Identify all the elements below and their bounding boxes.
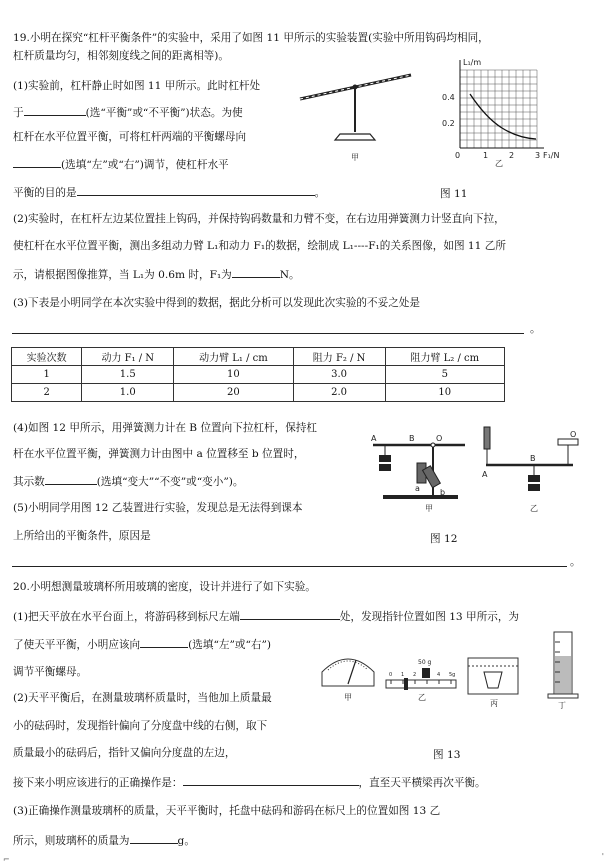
fig13-bing-beaker <box>468 658 518 708</box>
letter-o-yi: O <box>570 430 577 439</box>
q20-part2-line1: (2)天平平衡后，在测量玻璃杯质量时，当他加上质量最 <box>13 692 272 704</box>
q19-intro-line2: 杠杆质量均匀，相邻刻度线之间的距离相等)。 <box>13 50 230 62</box>
q19-part1-line1: (1)实验前，杠杆静止时如图 11 甲所示。此时杠杆处 <box>13 80 261 92</box>
table-header: 阻力 F₂ / N <box>293 348 385 366</box>
fig13-yi-scale <box>386 659 456 702</box>
weight-2 <box>379 464 391 471</box>
q19-part2-line1: (2)实验时，在杠杆左边某位置挂上钩码，并保持钩码数量和力臂不变，在右边用弹簧测力计竖直向下拉， <box>13 213 505 225</box>
q19-part4-line3 <box>13 473 243 489</box>
letter-b-yi: B <box>530 454 536 463</box>
q20-intro: 20.小明想测量玻璃杯所用玻璃的密度，设计并进行了如下实验。 <box>13 581 316 593</box>
graph-y-axis-label: L₁/m <box>463 58 482 67</box>
fig12-jia-label: 甲 <box>425 504 433 513</box>
pivot-block <box>558 439 578 445</box>
table-header: 阻力臂 L₂ / cm <box>385 348 504 366</box>
answer-blank-correct-operation[interactable] <box>183 774 359 786</box>
table-cell: 10 <box>385 384 504 402</box>
q19-intro-line1: 19.小明在探究“杠杆平衡条件”的实验中，采用了如图 11 甲所示的实验装置(实验中所用钩码均相同， <box>13 32 489 44</box>
graph-x-tick-1: 1 <box>483 151 489 160</box>
graph-y-tick-04: 0.4 <box>442 93 455 102</box>
pointer-needle <box>348 660 356 684</box>
fig11-jia-lever-illustration <box>295 62 420 172</box>
q20-part1-suffix: 处，发现指针位置如图 13 甲所示，为 <box>339 611 520 623</box>
fig12-jia-illustration <box>365 425 475 515</box>
q19-part1-line4 <box>13 156 229 172</box>
table-cell: 3.0 <box>293 366 385 384</box>
table-cell: 2 <box>12 384 82 402</box>
letter-o: O <box>436 434 443 443</box>
q20-part1-line1 <box>13 608 519 624</box>
q20-part2-prefix: 接下来小明应该进行的正确操作是： <box>13 777 183 789</box>
table-header: 动力臂 L₁ / cm <box>174 348 293 366</box>
weight-yi-2 <box>528 484 540 491</box>
q20-part2-line2: 小的砝码时，发现指针偏向了分度盘中线的右侧，取下 <box>13 720 268 732</box>
fig12-caption: 图 12 <box>430 533 458 545</box>
glass-cup <box>484 672 502 688</box>
letter-b-lower: b <box>440 488 446 497</box>
table-cell: 1.0 <box>82 384 174 402</box>
answer-blank-reason[interactable] <box>12 566 567 567</box>
graph-y-tick-02: 0.2 <box>442 119 455 128</box>
q19-part4-line1: (4)如图 12 甲所示，用弹簧测力计在 B 位置向下拉杠杆，保持杠 <box>13 422 317 434</box>
q19-part4-line2: 杆在水平位置平衡，弹簧测力计由图中 a 位置移至 b 位置时， <box>13 448 305 460</box>
table-cell: 5 <box>385 366 504 384</box>
fig11-caption: 图 11 <box>440 188 468 200</box>
q19-part1-line5 <box>13 184 325 200</box>
q19-part5-line1: (5)小明同学用图 12 乙装置进行实验，发现总是无法得到课本 <box>13 502 303 514</box>
letter-a-yi: A <box>482 470 488 479</box>
scale-tick: 4 <box>437 672 441 678</box>
table-cell: 1.5 <box>82 366 174 384</box>
q19-purpose-label: 平衡的目的是 <box>13 187 77 199</box>
answer-blank-nut-direction[interactable] <box>13 156 61 168</box>
fig11-yi-graph <box>440 56 580 168</box>
q20-part1-line3: 调节平衡螺母。 <box>13 666 88 678</box>
fig11-yi-label: 乙 <box>495 159 503 168</box>
q19-part1-line3: 杠杆在水平位置平衡，可将杠杆两端的平衡螺母向 <box>13 131 247 143</box>
fig13-caption: 图 13 <box>433 749 461 761</box>
q19-part2-line2: 使杠杆在水平位置平衡，测出多组动力臂 L₁和动力 F₁的数据，绘制成 L₁----F₁的关系图像，如图 11 乙所 <box>13 240 506 252</box>
fig13-illustration <box>318 628 588 712</box>
q19-part5-line2: 上所给出的平衡条件，原因是 <box>13 530 151 542</box>
graph-x-tick-0: 0 <box>455 151 461 160</box>
scale-tick: 2 <box>413 672 417 678</box>
answer-blank-cup-mass[interactable] <box>130 832 178 844</box>
table-cell: 1 <box>12 366 82 384</box>
table-row <box>12 366 505 384</box>
table-header: 实验次数 <box>12 348 82 366</box>
page-corner-mark-left: ⌐ <box>3 855 10 864</box>
q20-part1-prefix: (1)把天平放在水平台面上，将游码移到标尺左端 <box>13 611 240 623</box>
q19-part1-suffix: (选“平衡”或“不平衡”)状态。为使 <box>85 107 243 119</box>
graph-curve <box>470 94 536 139</box>
graph-grid <box>460 70 537 148</box>
graph-x-tick-2: 2 <box>509 151 515 160</box>
q19-part4-prefix: 其示数 <box>13 476 45 488</box>
q19-part2-suffix: N。 <box>279 269 300 281</box>
weight-1 <box>379 455 391 462</box>
graph-x-tick-3: 3 <box>535 151 541 160</box>
q20-part1-line2 <box>13 636 271 652</box>
spring-scale-up <box>484 427 490 449</box>
answer-blank-zero-mark[interactable] <box>240 608 340 620</box>
fig13-ding-label: 丁 <box>558 701 566 710</box>
table-header-row <box>12 348 505 366</box>
graph-x-axis-label: F₁/N <box>543 151 560 160</box>
fig12-yi-illustration <box>478 425 588 515</box>
q20-part3-suffix: g。 <box>177 835 195 847</box>
answer-blank-reading-change[interactable] <box>45 473 97 485</box>
weight-yi-1 <box>528 475 540 482</box>
q19-part3-line1: (3)下表是小明同学在本次实验中得到的数据，据此分析可以发现此次实验的不妥之处是 <box>13 297 420 309</box>
weight-label: 50 g <box>418 659 432 666</box>
scale-tick: 0 <box>389 672 393 678</box>
scale-tick: 5g <box>449 672 456 678</box>
letter-b: B <box>409 434 415 443</box>
data-table <box>11 347 505 402</box>
letter-a-lower: a <box>415 484 420 493</box>
base-jia <box>383 495 458 499</box>
answer-blank-purpose[interactable] <box>77 184 315 196</box>
q20-part1-line2-prefix: 了使天平平衡，小明应该向 <box>13 639 141 651</box>
pivot-o-jia <box>431 443 435 447</box>
q20-part3-line2 <box>13 832 195 848</box>
scale-tick: 1 <box>401 672 405 678</box>
q20-part2-line3: 质量最小的砝码后，指针又偏向分度盘的左边， <box>13 747 236 759</box>
answer-blank-improper-point[interactable] <box>12 333 524 334</box>
q20-part2-suffix: ，直至天平横梁再次平衡。 <box>358 777 486 789</box>
q19-part2-prefix: 示，请根据图像推算，当 L₁为 0.6m 时，F₁为 <box>13 269 232 281</box>
stand-base <box>335 134 375 140</box>
page-corner-mark-right: ' <box>601 852 604 861</box>
answer-blank-balance-state[interactable] <box>24 104 86 116</box>
q19-part1-line4-text: (选填“左”或“右”)调节，使杠杆水平 <box>61 159 229 171</box>
q20-part3-line1: (3)正确操作测量玻璃杯的质量，天平平衡时，托盘中砝码和游码在标尺上的位置如图 13 乙 <box>13 805 441 817</box>
fig12-yi-label: 乙 <box>530 504 538 513</box>
q19-part5-period: 。 <box>570 556 581 568</box>
answer-blank-adjust-direction[interactable] <box>140 636 188 648</box>
q19-purpose-period: 。 <box>314 187 326 199</box>
answer-blank-f1-value[interactable] <box>232 266 280 278</box>
q19-part3-period: 。 <box>530 323 541 335</box>
table-cell: 10 <box>174 366 293 384</box>
table-cell: 2.0 <box>293 384 385 402</box>
q20-part2-line4 <box>13 774 486 790</box>
table-row <box>12 384 505 402</box>
q19-part4-suffix: (选填“变大”“不变”或“变小”)。 <box>96 476 244 488</box>
fig13-jia-dial <box>322 659 374 702</box>
q20-part3-prefix: 所示，则玻璃杯的质量为 <box>13 835 130 847</box>
fig13-bing-label: 丙 <box>490 699 498 708</box>
q20-part1-line2-suffix: (选填“左”或“右”) <box>188 639 272 651</box>
q19-part1-prefix: 于 <box>13 107 24 119</box>
rider <box>404 678 408 690</box>
fig13-ding-cylinder <box>548 632 578 710</box>
fig11-jia-label: 甲 <box>351 153 359 162</box>
table-cell: 20 <box>174 384 293 402</box>
table-header: 动力 F₁ / N <box>82 348 174 366</box>
weight-50g <box>422 668 430 678</box>
fig13-yi-label: 乙 <box>418 693 426 702</box>
letter-a-upper: A <box>371 434 377 443</box>
fig13-jia-label: 甲 <box>344 693 352 702</box>
q19-part1-line2 <box>13 104 243 120</box>
q19-part2-line3 <box>13 266 300 282</box>
